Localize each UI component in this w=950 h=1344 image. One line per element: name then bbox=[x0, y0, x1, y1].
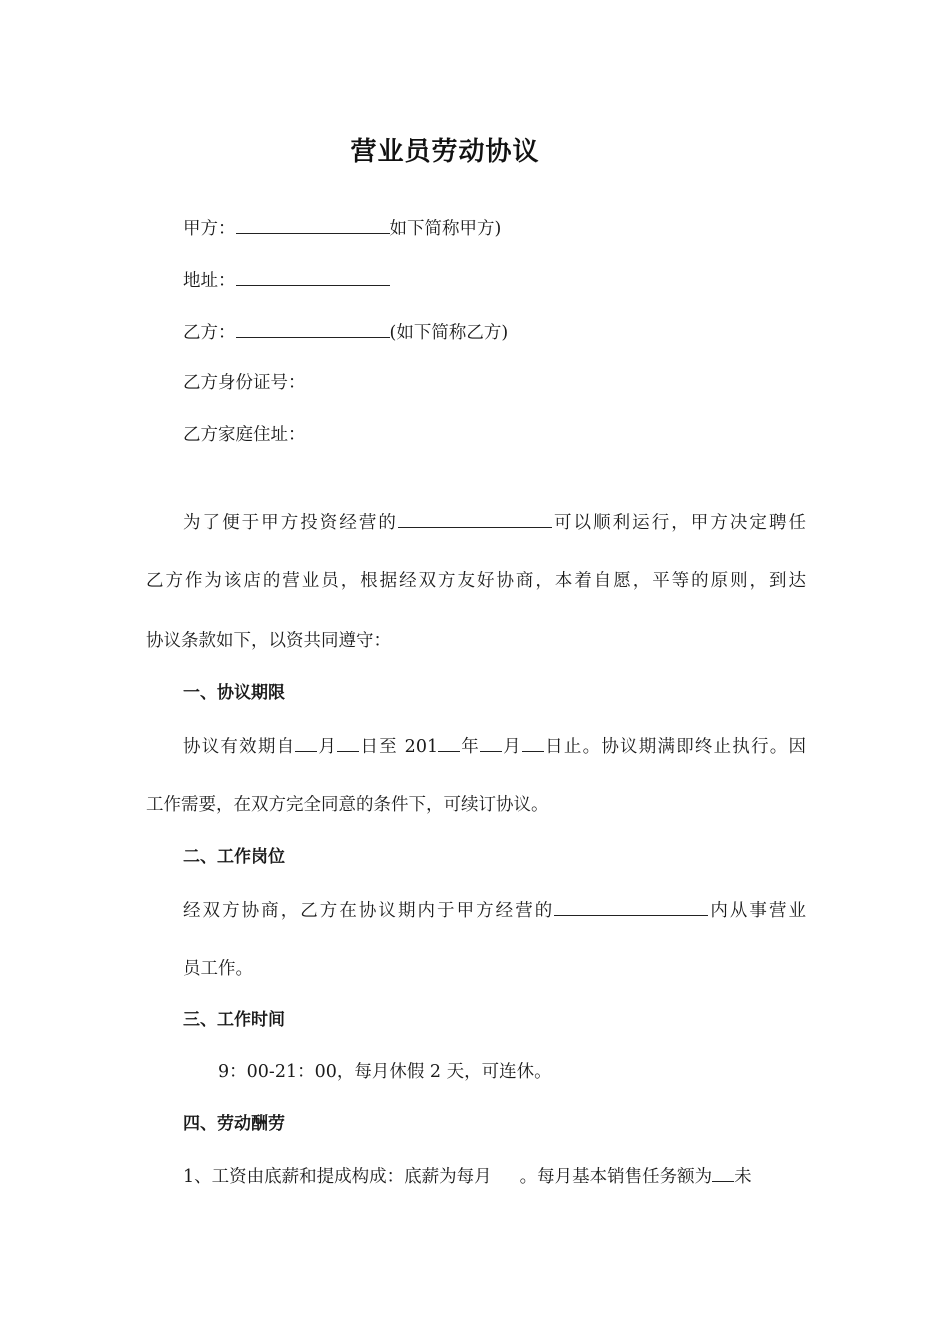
party-b-id-label: 乙方身份证号： bbox=[183, 373, 306, 393]
party-b-blank bbox=[236, 319, 390, 338]
party-b-suffix: (如下简称乙方) bbox=[389, 323, 509, 343]
s2-text-b: 内从事营业 bbox=[708, 901, 807, 921]
document-title: 营业员劳动协议 bbox=[350, 137, 540, 167]
s1-blank-year-end bbox=[438, 733, 460, 752]
section-4-heading: 四、劳动酬劳 bbox=[183, 1114, 285, 1134]
s4-text-a: 1、工资由底薪和提成构成：底薪为每月 bbox=[183, 1167, 492, 1187]
section-2-line-1 bbox=[183, 897, 806, 923]
intro-text-a: 为了便于甲方投资经营的 bbox=[183, 513, 398, 533]
s4-text-c: 未 bbox=[734, 1167, 752, 1187]
intro-text-b: 可以顺利运行，甲方决定聘任 bbox=[551, 513, 807, 533]
s1-text-a: 协议有效期自 bbox=[183, 737, 296, 757]
party-a-line bbox=[183, 215, 501, 241]
section-1-heading: 一、协议期限 bbox=[183, 683, 285, 703]
s2-blank-shop bbox=[554, 897, 708, 916]
section-1-line-2: 工作需要，在双方完全同意的条件下，可续订协议。 bbox=[146, 795, 549, 815]
s1-blank-day-end bbox=[522, 733, 544, 752]
section-2-heading: 二、工作岗位 bbox=[183, 847, 285, 867]
party-b-id-line bbox=[183, 371, 306, 395]
section-3-line-1: 9：00-21：00，每月休假 2 天，可连休。 bbox=[218, 1062, 552, 1082]
party-a-blank bbox=[236, 215, 390, 234]
section-3-heading: 三、工作时间 bbox=[183, 1010, 285, 1030]
intro-line-3: 协议条款如下，以资共同遵守： bbox=[146, 631, 391, 651]
s1-text-e: 月 bbox=[502, 737, 522, 757]
party-b-line bbox=[183, 319, 508, 345]
address-label: 地址： bbox=[183, 271, 236, 291]
s2-text-a: 经双方协商，乙方在协议期内于甲方经营的 bbox=[183, 901, 555, 921]
s1-text-d: 年 bbox=[460, 737, 481, 757]
s1-text-f: 日止。协议期满即终止执行。因 bbox=[543, 737, 807, 757]
s4-blank-target bbox=[712, 1163, 734, 1182]
s1-blank-day-start bbox=[337, 733, 359, 752]
section-4-line-1 bbox=[183, 1163, 806, 1189]
section-2-line-2: 员工作。 bbox=[183, 959, 253, 979]
address-line bbox=[183, 267, 390, 293]
intro-blank bbox=[398, 509, 552, 528]
party-b-home-label: 乙方家庭住址： bbox=[183, 425, 306, 445]
s1-text-b: 月 bbox=[317, 737, 338, 757]
section-1-line-1 bbox=[183, 733, 806, 759]
party-b-label: 乙方： bbox=[183, 323, 236, 343]
intro-line-2: 乙方作为该店的营业员，根据经双方友好协商，本着自愿，平等的原则，到达 bbox=[146, 571, 806, 591]
party-a-label: 甲方： bbox=[183, 219, 236, 239]
party-b-home-line bbox=[183, 423, 306, 447]
address-blank bbox=[236, 267, 390, 286]
s1-blank-month-start bbox=[295, 733, 317, 752]
intro-line-1 bbox=[183, 509, 806, 535]
s1-blank-month-end bbox=[480, 733, 502, 752]
s4-text-b: 。每月基本销售任务额为 bbox=[519, 1167, 713, 1187]
s1-text-c: 日至 201 bbox=[359, 737, 439, 757]
party-a-suffix: 如下简称甲方) bbox=[389, 219, 502, 239]
